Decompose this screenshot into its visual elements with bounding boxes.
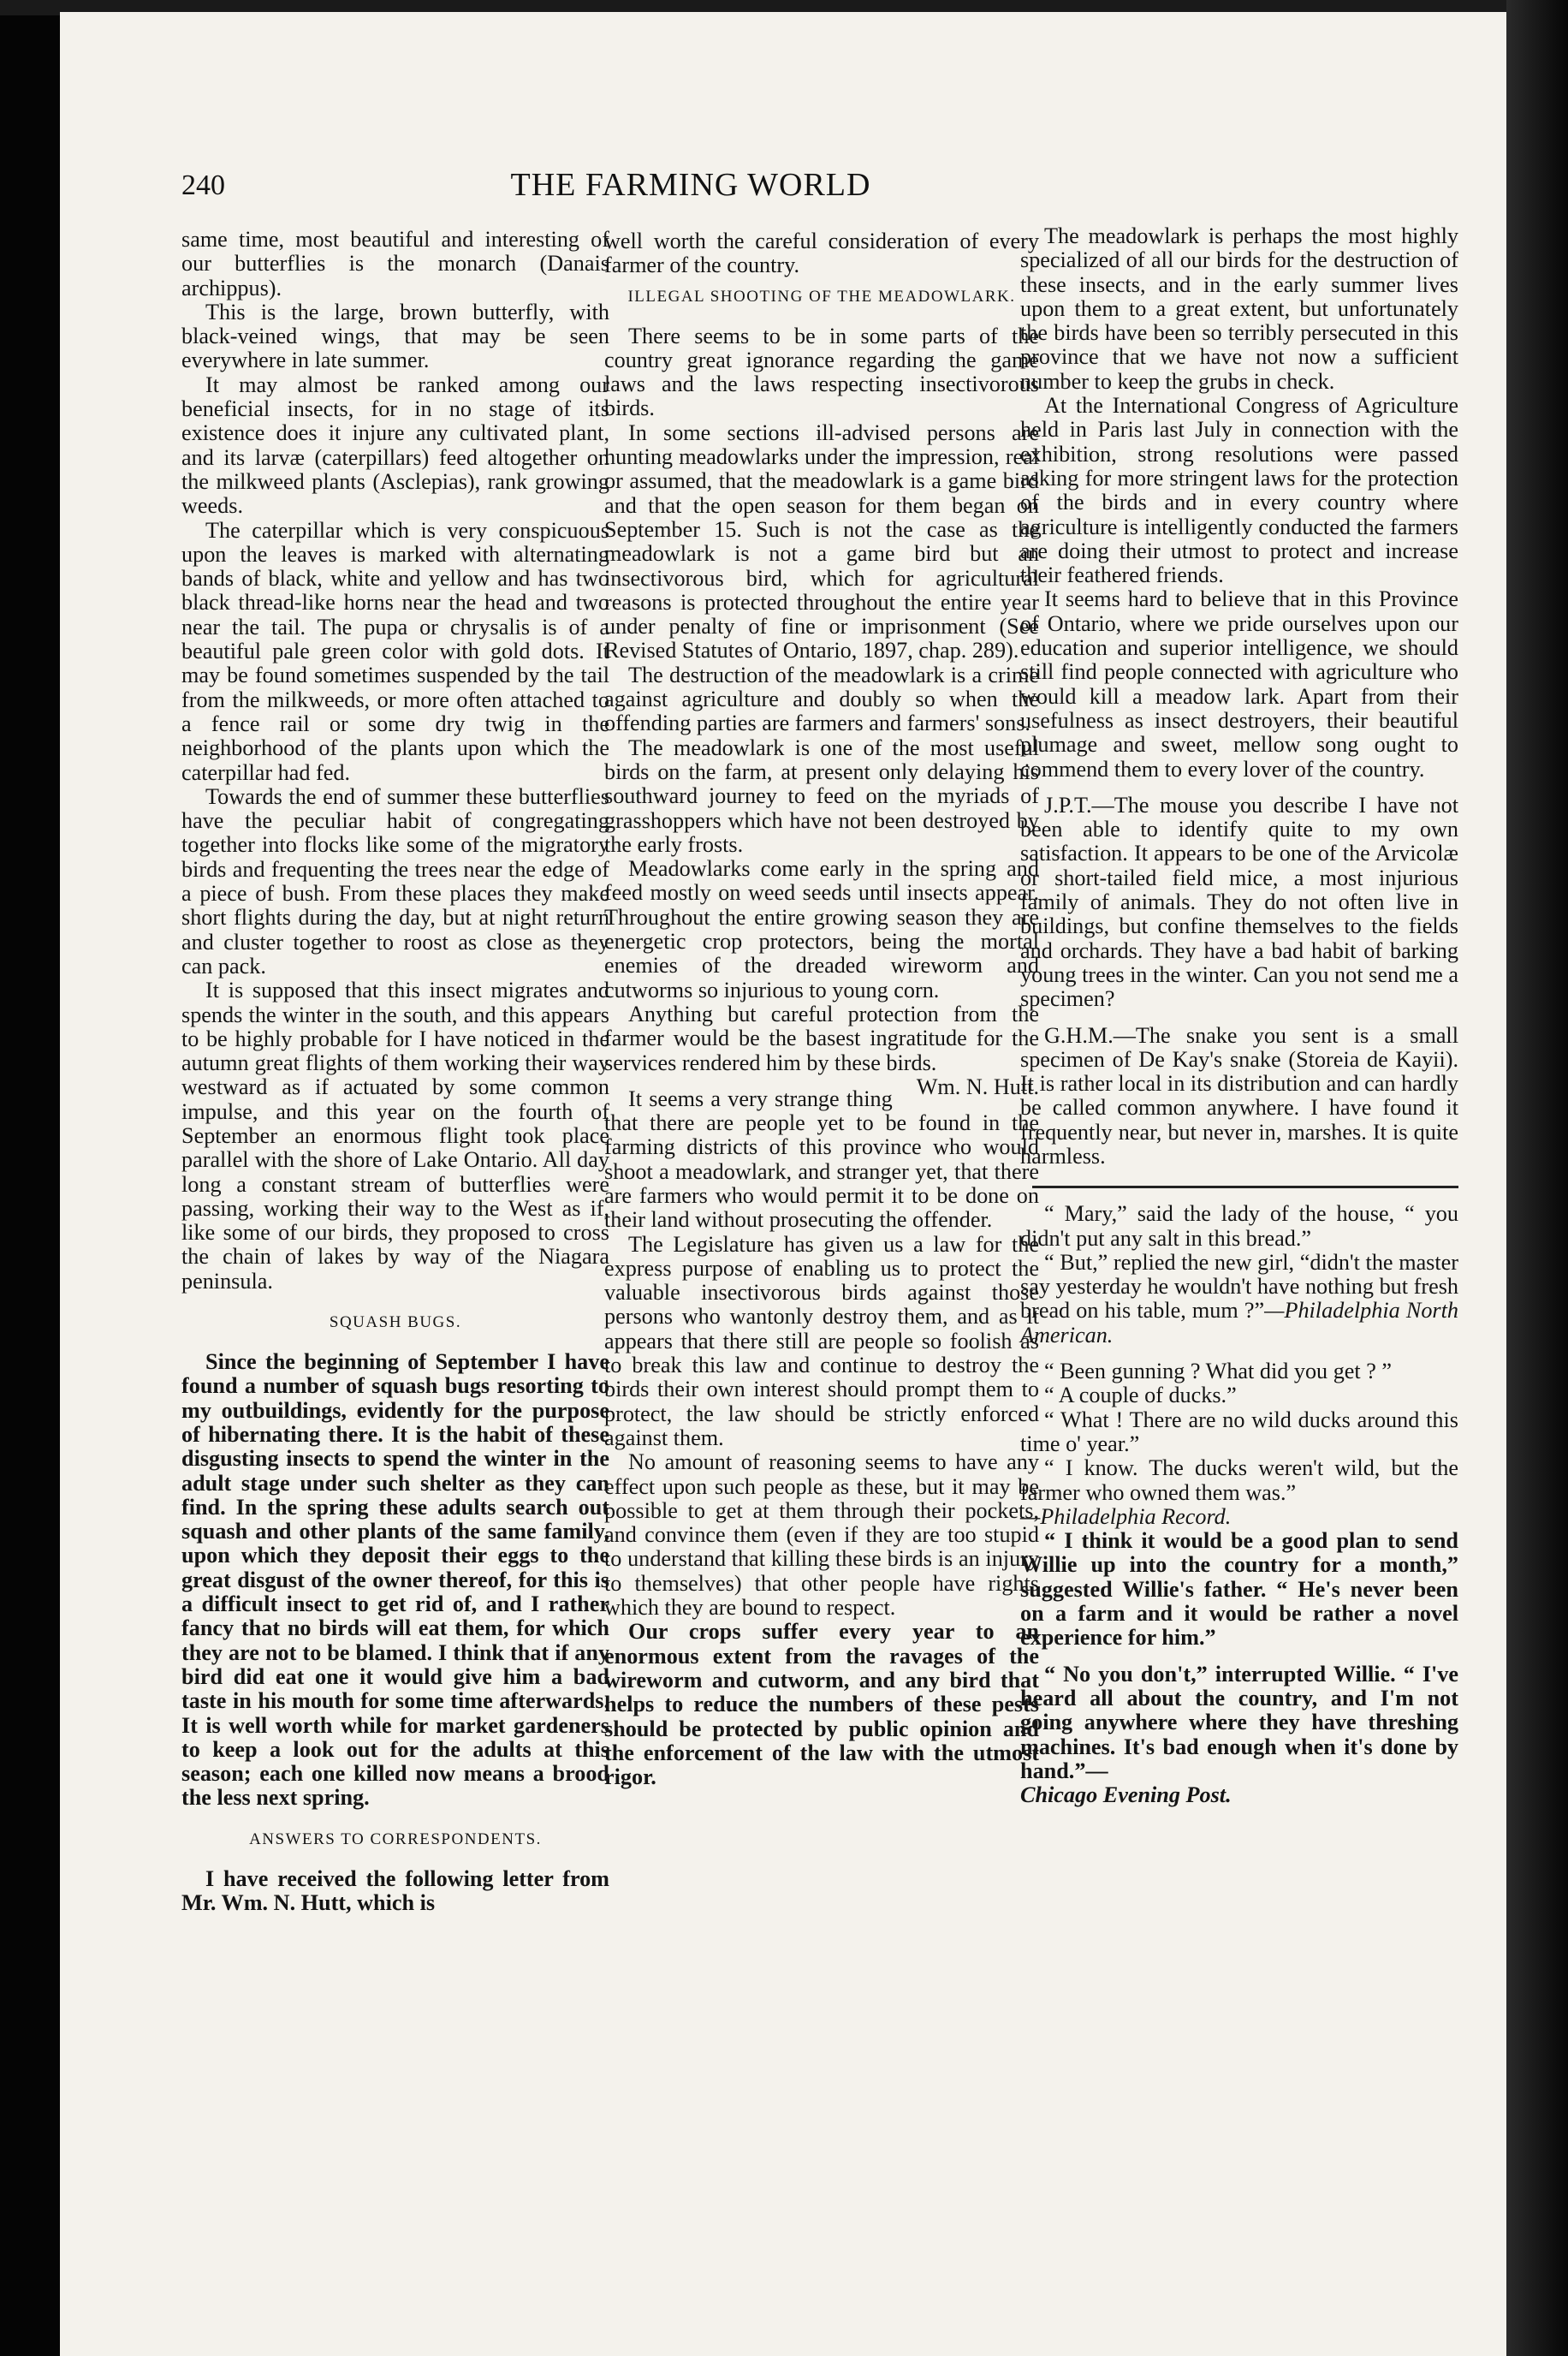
section-heading-squash-bugs: SQUASH BUGS. bbox=[329, 1313, 462, 1332]
paragraph: It may almost be ranked among our beneficial insects, for in no stage of its existence does it injure any cultivated plant, and its larvæ (caterpillars) feed altogether on the milkweed plants (Asclepias), rank growing weeds. bbox=[181, 372, 609, 519]
joke-line: “ What ! There are no wild ducks around this time o' year.” bbox=[1020, 1407, 1458, 1456]
binding-shadow bbox=[1506, 0, 1568, 2356]
paragraph: The meadowlark is perhaps the most highly specialized of all our birds for the destruction of these insects, and in the early summer lives upon them to a great extent, but unfortunately the birds have been so terribly persecuted in this province that we have not now a sufficient number to keep the grubs in check. bbox=[1020, 223, 1458, 394]
page-number: 240 bbox=[181, 170, 225, 201]
paragraph: At the International Congress of Agriculture held in Paris last July in connection with the exhibition, strong resolutions were passed asking for more stringent laws for the protection of the birds and in every country where agriculture is intelligently conducted the farmers are doing their utmost to protect and increase their feathered friends. bbox=[1020, 393, 1458, 588]
joke-line: “ Been gunning ? What did you get ? ” bbox=[1044, 1359, 1393, 1384]
paragraph: The destruction of the meadowlark is a crime against agriculture and doubly so when the offending parties are farmers and farmers' sons. bbox=[604, 662, 1039, 736]
section-heading-answers: ANSWERS TO CORRESPONDENTS. bbox=[249, 1829, 542, 1848]
column-2 bbox=[604, 229, 1039, 1789]
joke-text: “ But,” replied the new girl, “didn't the master say yesterday he wouldn't have nothing but fresh bread on his table, mum ?” bbox=[1020, 1249, 1458, 1324]
paragraph-with-signature bbox=[604, 1001, 1039, 1099]
paragraph: This is the large, brown butterfly, with black-veined wings, that may be seen everywhere in late summer. bbox=[181, 299, 609, 373]
paragraph: In some sections ill-advised persons are hunting meadowlarks under the impression, real or assumed, that the meadowlark is a game bird and that the open season for them began on September 15. Such is not the case as the meadowlark is not a game bird but an insectivorous bird, which for agricultural reasons is protected throughout the entire year under penalty of fine or imprisonment (See Revised Statutes of Ontario, 1897, chap. 289). bbox=[604, 419, 1039, 663]
divider-rule bbox=[1032, 1186, 1458, 1188]
joke-line: “ A couple of ducks.” bbox=[1044, 1383, 1237, 1408]
column-1 bbox=[181, 228, 609, 1915]
paragraph: The caterpillar which is very conspicuous upon the leaves is marked with alternating bands of black, white and yellow and has two black thread-like horns near the head and two near the tail. The pupa or chrysalis is of a beautiful pale green color with gold dots. It may be found sometimes suspended by the tail from the milkweeds, or more often attached to a fence rail or some dry twig in the neighborhood of the plants upon which the caterpillar had fed. bbox=[181, 517, 609, 785]
paragraph-text: Anything but careful protection from the farmer would be the basest ingratitude for the services rendered him by these birds. bbox=[604, 1001, 1039, 1075]
page-header bbox=[181, 167, 1200, 214]
paragraph: It is supposed that this insect migrates and spends the winter in the south, and this appears to be highly probable for I have noticed in the autumn great flights of them working their way westward as if actuated by some common impulse, and this year on the fourth of September an enormous flight took place parallel with the shore of Lake Ontario. All day long a constant stream of butterflies were passing, working their way to the West as if, like some of our birds, they proposed to cross the chain of lakes by way of the Niagara peninsula. bbox=[181, 978, 609, 1294]
paragraph: It seems hard to believe that in this Province of Ontario, where we pride ourselves upon our education and superior intelligence, we should still find people connected with agriculture who would kill a meadow lark. Apart from their usefulness as insect destroyers, their beautiful plumage and sweet, mellow song ought to commend them to every lover of the country. bbox=[1020, 586, 1458, 782]
section-heading-meadowlark: ILLEGAL SHOOTING OF THE MEADOWLARK. bbox=[627, 287, 1016, 306]
paragraph: There seems to be in some parts of the country great ignorance regarding the game laws and the laws respecting insectivorous birds. bbox=[604, 323, 1039, 421]
joke-credit: —Philadelphia Record. bbox=[1020, 1503, 1232, 1529]
joke-line: “ I think it would be a good plan to send Willie up into the country for a month,” suggested Willie's father. “ He's never been on a farm and it would be rather a novel experience for him.” bbox=[1020, 1528, 1458, 1651]
running-title: THE FARMING WORLD bbox=[510, 167, 871, 203]
paragraph: Towards the end of summer these butterflies have the peculiar habit of congregating together into flocks like some of the migratory birds and frequenting the trees near the edge of a piece of bush. From these places they make short flights during the day, but at night return and cluster together to roost as close as they can pack. bbox=[181, 783, 609, 979]
joke-line: “ No you don't,” interrupted Willie. “ I've heard all about the country, and I'm not going anywhere where they have threshing machines. It's bad enough when it's done by hand.”— bbox=[1020, 1661, 1458, 1783]
correspondent-answer: G.H.M.—The snake you sent is a small specimen of De Kay's snake (Storeia de Kayii). It is rather local in its distribution and can hardly be called common anywhere. I have found it frequently near, but never in, marshes. It is quite harmless. bbox=[1020, 1022, 1458, 1169]
paragraph: I have received the following letter from Mr. Wm. N. Hutt, which is bbox=[181, 1865, 609, 1915]
paragraph: The meadowlark is one of the most useful birds on the farm, at present only delaying his southward journey to feed on the myriads of grasshoppers which have not been destroyed by the early frosts. bbox=[604, 735, 1039, 857]
paragraph: well worth the careful consideration of every farmer of the country. bbox=[604, 229, 1039, 278]
joke-line: “ Mary,” said the lady of the house, “ you didn't put any salt in this bread.” bbox=[1020, 1201, 1458, 1251]
joke-line: “ I know. The ducks weren't wild, but the farmer who owned them was.” bbox=[1020, 1455, 1458, 1505]
joke-credit: —Philadelphia North American. bbox=[1020, 1298, 1458, 1348]
paragraph: same time, most beautiful and interesting of our butterflies is the monarch (Danais archippus). bbox=[181, 227, 609, 300]
column-3 bbox=[1020, 224, 1458, 1807]
paragraph: Meadowlarks come early in the spring and feed mostly on weed seeds until insects appear. Throughout the entire growing season they are energetic crop protectors, being the mortal enemies of the dreaded wireworm and cutworms so injurious to young corn. bbox=[604, 856, 1039, 1002]
joke-line bbox=[1020, 1251, 1458, 1348]
joke-credit: Chicago Evening Post. bbox=[1020, 1782, 1232, 1808]
correspondent-answer: J.P.T.—The mouse you describe I have not been able to identify quite to my own satisfaction. It appears to be one of the Arvicolæ or short-tailed field mice, a most injurious family of animals. They do not often live in buildings, but confine themselves to the fields and orchards. They have a bad habit of barking young trees in the winter. Can you not send me a specimen? bbox=[1020, 792, 1458, 1012]
paragraph: Since the beginning of September I have found a number of squash bugs resorting to my outbuildings, evidently for the purpose of hibernating there. It is the habit of these disgusting insects to spend the winter in the adult stage under such shelter as they can find. In the spring these adults search out squash and other plants of the same family, upon which they deposit their eggs to the great disgust of the owner thereof, for this is a difficult insect to get rid of, and I rather fancy that no birds will eat them, for which they are not to be blamed. I think that if any bird did eat one it would give him a bad taste in his mouth for some time afterwards. It is well worth while for market gardeners to keep a look out for the adults at this season; each one killed now means a brood the less next spring. bbox=[181, 1349, 609, 1811]
paragraph: The Legislature has given us a law for the express purpose of enabling us to protect the valuable insectivorous birds against those persons who wantonly destroy them, and as it appears that there still are people so foolish as to break this law and continue to destroy the birds their own interest should prompt them to protect, the law should be strictly enforced against them. bbox=[604, 1231, 1039, 1450]
paragraph: Our crops suffer every year to an enormous extent from the ravages of the wireworm and cutworm, and any bird that helps to reduce the numbers of these pests should be protected by public opinion and the enforcement of the law with the utmost rigor. bbox=[604, 1619, 1039, 1790]
paragraph: It seems a very strange thing that there are people yet to be found in the farming districts of this province who would shoot a meadowlark, and stranger yet, that there are farmers who would permit it to be done on their land without prosecuting the offender. bbox=[604, 1086, 1039, 1233]
paragraph: No amount of reasoning seems to have any effect upon such people as these, but it may be possible to get at them through their pockets, and convince them (even if they are too stupid to understand that killing these birds is an injury to themselves) that other people have rights which they are bound to respect. bbox=[604, 1449, 1039, 1621]
signature: Wm. N. Hutt. bbox=[916, 1074, 1039, 1099]
